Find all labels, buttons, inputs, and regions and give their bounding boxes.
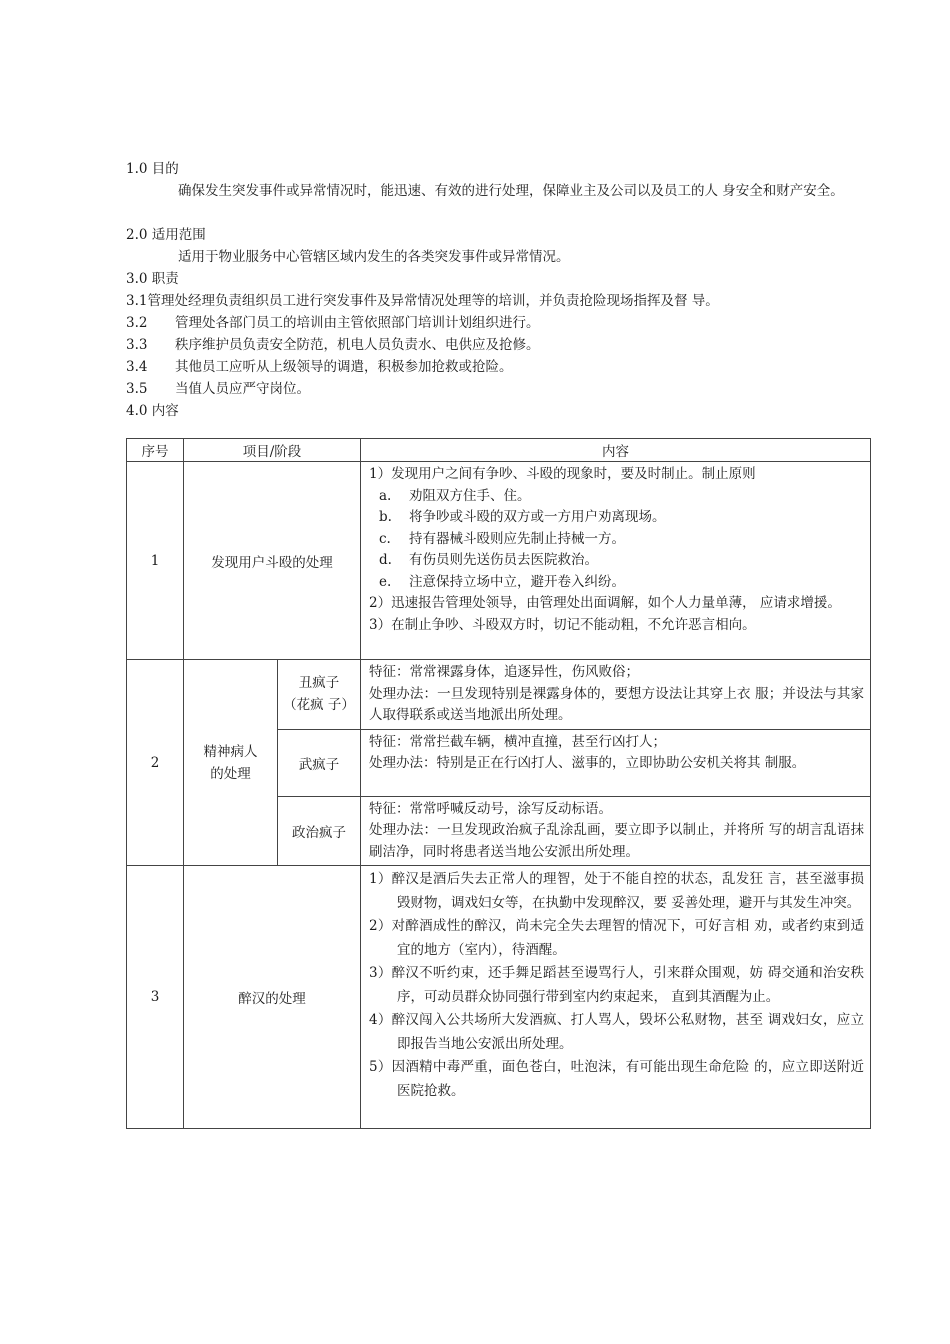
responsibility-3-4 — [126, 356, 513, 378]
table-row — [127, 462, 871, 660]
list-item: 3）醉汉不听约束，还手舞足蹈甚至谩骂行人，引来群众围观，妨 碍交通和治安秩序，可动员群众协同强行带到室内约束起来， 直到其酒醒为止。 — [369, 965, 864, 1005]
table-row — [127, 866, 871, 1129]
handling-text: 处理办法：特别是正在行凶打人、滋事的，立即协助公安机关将其 制服。 — [369, 755, 806, 771]
row-content — [361, 462, 871, 660]
section-3-number: 3.0 — [126, 271, 148, 287]
responsibility-text: 当值人员应严守岗位。 — [175, 381, 310, 397]
content-paragraph: 2）迅速报告管理处领导，由管理处出面调解，如个人力量单薄， 应请求增援。 — [369, 595, 841, 611]
list-text: 劝阻双方住手、住。 — [409, 487, 531, 504]
list-item: 1）醉汉是酒后失去正常人的理智，处于不能自控的状态，乱发狂 言，甚至滋事损毁财物，调戏妇女等，在执勤中发现醉汉，要 妥善处理，避开与其发生冲突。 — [369, 871, 864, 911]
responsibility-number: 3.5 — [126, 381, 148, 397]
list-label: e. — [379, 573, 392, 590]
list-item: 2）对醉酒成性的醉汉，尚未完全失去理智的情况下，可好言相 劝，或者约束到适宜的地方（室内），待酒醒。 — [369, 918, 864, 958]
row-item-line: 的处理 — [210, 765, 251, 782]
list-text: 有伤员则先送伤员去医院救治。 — [409, 552, 598, 568]
row-number: 1 — [127, 462, 184, 660]
list-text: 将争吵或斗殴的双方或一方用户劝离现场。 — [409, 509, 666, 525]
header-item: 项目/阶段 — [184, 439, 361, 462]
section-2-title: 适用范围 — [151, 227, 206, 243]
row-content — [361, 796, 871, 866]
responsibility-3-5 — [126, 378, 310, 400]
section-1-title: 目的 — [151, 161, 179, 177]
list-item: 4）醉汉闯入公共场所大发酒疯、打人骂人，毁坏公私财物，甚至 调戏妇女，应立即报告当地公安派出所处理。 — [369, 1012, 864, 1052]
row-item: 发现用户斗殴的处理 — [184, 462, 361, 660]
list-item — [369, 572, 864, 594]
row-number: 3 — [127, 866, 184, 1129]
section-2-body: 适用于物业服务中心管辖区域内发生的各类突发事件或异常情况。 — [178, 249, 570, 265]
content-table — [126, 438, 871, 1129]
header-content: 内容 — [361, 439, 871, 462]
responsibility-text: 其他员工应听从上级领导的调遣，积极参加抢救或抢险。 — [175, 359, 513, 375]
list-text: 持有器械斗殴则应先制止持械一方。 — [409, 530, 625, 547]
feature-text: 特征：常常拦截车辆，横冲直撞，甚至行凶打人； — [369, 733, 666, 750]
feature-text: 特征：常常裸露身体，追逐异性，伤风败俗； — [369, 664, 639, 680]
section-3-title: 职责 — [151, 271, 179, 287]
row-content — [361, 729, 871, 796]
row-item — [184, 660, 278, 866]
section-2-heading — [126, 224, 206, 246]
list-label: a. — [379, 487, 392, 504]
table-row — [127, 660, 871, 730]
list-item: 5）因酒精中毒严重，面色苍白，吐泡沫，有可能出现生命危险 的，应立即送附近医院抢救。 — [369, 1059, 864, 1099]
responsibility-text: 管理处各部门员工的培训由主管依照部门培训计划组织进行。 — [175, 315, 540, 331]
sub-category: 武疯子 — [278, 729, 361, 796]
sub-category — [278, 660, 361, 730]
section-1-heading — [126, 158, 179, 180]
section-4-number: 4.0 — [126, 403, 148, 419]
list-item — [369, 486, 864, 508]
section-1-body: 确保发生突发事件或异常情况时，能迅速、有效的进行处理，保障业主及公司以及员工的人 身安全和财产安全。 — [178, 183, 844, 199]
list-item — [369, 529, 864, 551]
responsibility-text: 秩序维护员负责安全防范，机电人员负责水、电供应及抢修。 — [175, 337, 540, 353]
list-text: 注意保持立场中立，避开卷入纠纷。 — [409, 573, 625, 590]
sub-category-line: （花疯 子） — [283, 697, 355, 714]
responsibility-number: 3.4 — [126, 359, 148, 375]
sub-category: 政治疯子 — [278, 796, 361, 866]
responsibility-3-1: 3.1管理处经理负责组织员工进行突发事件及异常情况处理等的培训，并负责抢险现场指挥及督 导。 — [126, 293, 719, 309]
row-item: 醉汉的处理 — [184, 866, 361, 1129]
section-1-number: 1.0 — [126, 161, 148, 177]
section-4-title: 内容 — [151, 403, 179, 419]
table-header-row — [127, 439, 871, 462]
handling-text: 处理办法：一旦发现特别是裸露身体的，要想方设法让其穿上衣 服；并设法与其家人取得联系或送当地派出所处理。 — [369, 685, 864, 723]
header-no: 序号 — [127, 439, 184, 462]
responsibility-3-2 — [126, 312, 540, 334]
section-4-heading — [126, 400, 179, 422]
row-content — [361, 660, 871, 730]
list-label: b. — [379, 509, 392, 525]
content-paragraph: 3）在制止争吵、斗殴双方时，切记不能动粗，不允许恶言相向。 — [369, 616, 756, 633]
responsibility-number: 3.2 — [126, 315, 148, 331]
list-label: d. — [379, 552, 392, 568]
responsibility-number: 3.3 — [126, 337, 148, 353]
handling-text: 处理办法：一旦发现政治疯子乱涂乱画，要立即予以制止，并将所 写的胡言乱语抹刷洁净，同时将患者送当地公安派出所处理。 — [369, 822, 864, 860]
section-2-number: 2.0 — [126, 227, 148, 243]
section-3-heading — [126, 268, 179, 290]
feature-text: 特征：常常呼喊反动号，涂写反动标语。 — [369, 800, 612, 817]
list-item — [369, 507, 864, 529]
list-item — [369, 550, 864, 572]
row-number: 2 — [127, 660, 184, 866]
sub-category-line: 丑疯子 — [298, 675, 340, 692]
content-intro: 1）发现用户之间有争吵、斗殴的现象时，要及时制止。制止原则 — [369, 466, 756, 482]
list-label: c. — [379, 530, 391, 547]
row-content — [361, 866, 871, 1129]
row-item-line: 精神病人 — [203, 743, 258, 760]
responsibility-3-3 — [126, 334, 540, 356]
